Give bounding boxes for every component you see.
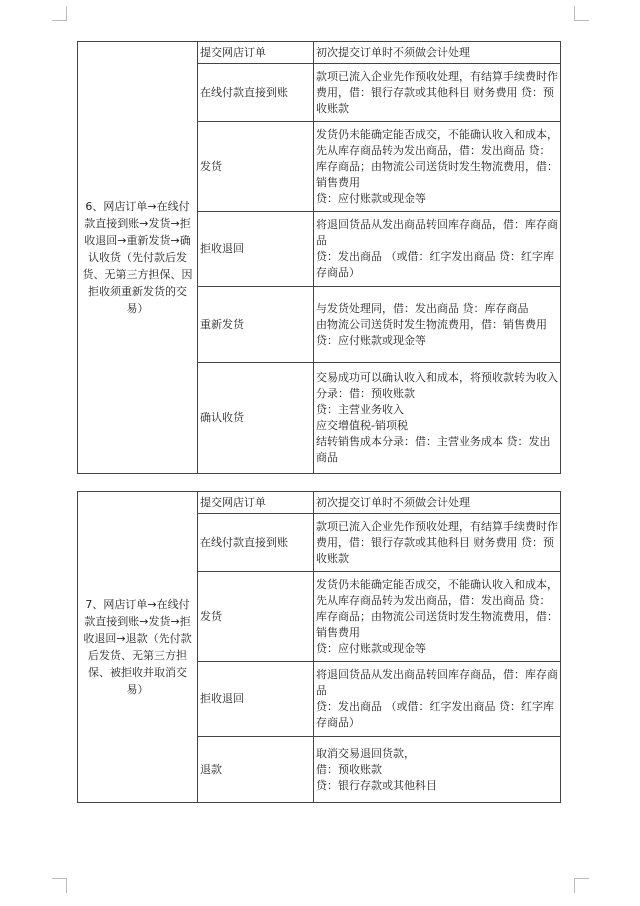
crop-mark-top-left xyxy=(52,6,67,21)
step-cell: 退款 xyxy=(198,737,314,803)
description-cell: 将退回货品从发出商品转回库存商品，借：库存商品 贷：发出商品 （或借：红字发出商品 贷：红字库存商品） xyxy=(314,212,561,287)
description-cell: 与发货处理同，借：发出商品 贷：库存商品 由物流公司送货时发生物流费用，借：销售费用 贷：应付账款或现金等 xyxy=(314,287,561,363)
scenario-cell: 6、网店订单→在线付款直接到账→发货→拒收退回→重新发货→确认收货（先付款后发货、无第三方担保、因拒收须重新发货的交易） xyxy=(78,42,198,474)
step-cell: 在线付款直接到账 xyxy=(198,514,314,572)
step-cell: 发货 xyxy=(198,122,314,212)
step-cell: 发货 xyxy=(198,572,314,662)
crop-mark-bottom-left xyxy=(52,878,67,893)
description-cell: 款项已流入企业先作预收处理，有结算手续费时作费用，借：银行存款或其他科目 财务费用 贷：预收账款 xyxy=(314,64,561,122)
description-cell: 款项已流入企业先作预收处理，有结算手续费时作费用，借：银行存款或其他科目 财务费用 贷：预收账款 xyxy=(314,514,561,572)
description-cell: 交易成功可以确认收入和成本，将预收款转为收入分录：借：预收账款 贷：主营业务收入 应交增值税-销项税 结转销售成本分录：借：主营业务成本 贷：发出商品 xyxy=(314,363,561,474)
description-cell: 取消交易退回货款， 借：预收账款 贷：银行存款或其他科目 xyxy=(314,737,561,803)
description-cell: 初次提交订单时不须做会计处理 xyxy=(314,492,561,514)
step-cell: 提交网店订单 xyxy=(198,492,314,514)
accounting-table-scenario-7 xyxy=(77,491,561,803)
crop-mark-top-right xyxy=(574,6,589,21)
crop-mark-bottom-right xyxy=(574,878,589,893)
description-cell: 发货仍未能确定能否成交，不能确认收入和成本，先从库存商品转为发出商品，借：发出商品 贷：库存商品；由物流公司送货时发生物流费用，借：销售费用 贷：应付账款或现金等 xyxy=(314,572,561,662)
description-cell: 发货仍未能确定能否成交，不能确认收入和成本，先从库存商品转为发出商品，借：发出商品 贷：库存商品；由物流公司送货时发生物流费用，借：销售费用 贷：应付账款或现金等 xyxy=(314,122,561,212)
step-cell: 重新发货 xyxy=(198,287,314,363)
step-cell: 在线付款直接到账 xyxy=(198,64,314,122)
scenario-cell: 7、网店订单→在线付款直接到账→发货→拒收退回→退款（先付款后发货、无第三方担保、被拒收并取消交易） xyxy=(78,492,198,803)
accounting-table-scenario-6 xyxy=(77,41,561,474)
step-cell: 拒收退回 xyxy=(198,662,314,737)
description-cell: 初次提交订单时不须做会计处理 xyxy=(314,42,561,64)
step-cell: 提交网店订单 xyxy=(198,42,314,64)
step-cell: 拒收退回 xyxy=(198,212,314,287)
description-cell: 将退回货品从发出商品转回库存商品，借：库存商品 贷：发出商品 （或借：红字发出商品 贷：红字库存商品） xyxy=(314,662,561,737)
step-cell: 确认收货 xyxy=(198,363,314,474)
